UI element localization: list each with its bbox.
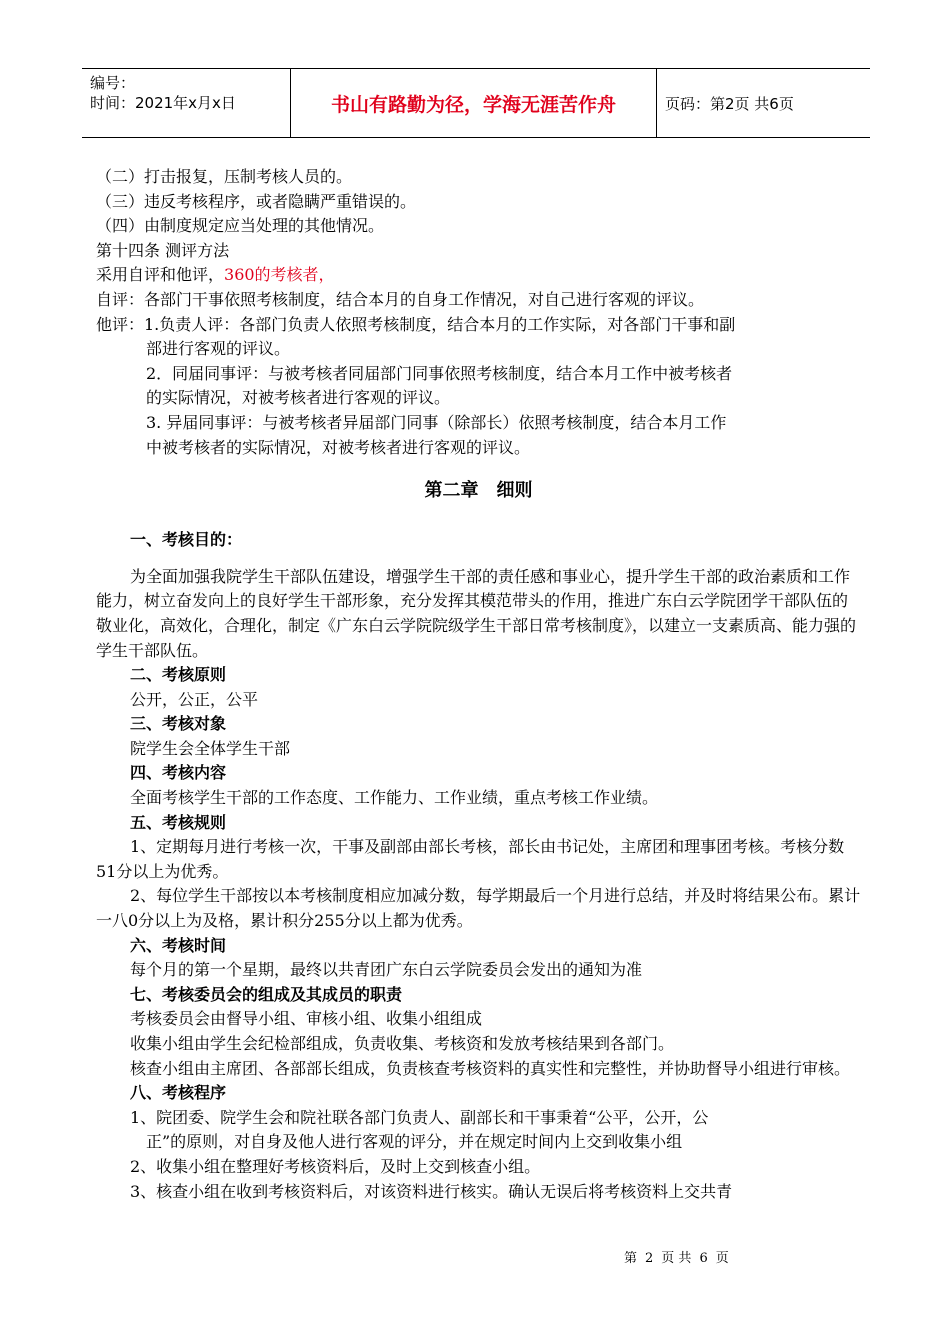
list-item: 1、院团委、院学生会和院社联各部门负责人、副部长和干事秉着“公平，公开，公 (130, 1107, 709, 1127)
text-line: （四）由制度规定应当处理的其他情况。 (96, 216, 385, 236)
paragraph: 1、定期每月进行考核一次，干事及副部由部长考核，部长由书记处，主席团和理事团考核。考核分数51分以上为优秀。 (96, 837, 845, 881)
section-heading: 四、考核内容 (130, 763, 227, 783)
list-item: 2、收集小组在整理好考核资料后，及时上交到核查小组。 (130, 1156, 541, 1176)
highlighted-text: 360的考核者， (224, 265, 335, 285)
page-header (82, 68, 870, 138)
page-footer (620, 1247, 733, 1266)
document-date: 时间：2021年x月x日 (90, 94, 236, 112)
text-line: 的实际情况，对被考核者进行客观的评议。 (146, 388, 451, 408)
article-title: 第十四条 测评方法 (96, 240, 230, 260)
text-line: 2．同届同事评：与被考核者同届部门同事依照考核制度，结合本月工作中被考核者 (146, 363, 733, 383)
paragraph: 全面考核学生干部的工作态度、工作能力、工作业绩，重点考核工作业绩。 (130, 788, 659, 808)
chapter-title: 第二章 细则 (424, 480, 533, 502)
text-line: 中被考核者的实际情况，对被考核者进行客观的评议。 (146, 437, 531, 457)
paragraph: 为全面加强我院学生干部队伍建设，增强学生干部的责任感和事业心，提升学生干部的政治素质和工作能力，树立奋发向上的良好学生干部形象，充分发挥其模范带头的作用，推进广东白云学院团学干部队伍的敬业化，高效化，合理化，制定《广东白云学院院级学生干部日常考核制度》，以建立一支素质高、能力强的学生干部队伍。 (96, 566, 857, 660)
header-motto: 书山有路勤为径，学海无涯苦作舟 (291, 69, 657, 137)
footer-page-number: 2 (645, 1251, 654, 1266)
section-heading: 五、考核规则 (130, 812, 227, 832)
paragraph: 考核委员会由督导小组、审核小组、收集小组组成 (130, 1009, 483, 1029)
section-heading: 三、考核对象 (130, 714, 227, 734)
list-item: 正”的原则，对自身及他人进行客观的评分，并在规定时间内上交到收集小组 (146, 1132, 683, 1152)
paragraph: 收集小组由学生会纪检部组成，负责收集、考核资和发放考核结果到各部门。 (130, 1034, 675, 1053)
section-heading: 一、考核目的： (130, 530, 243, 550)
text-line: （二）打击报复，压制考核人员的。 (96, 167, 353, 186)
section-heading: 七、考核委员会的组成及其成员的职责 (130, 984, 403, 1004)
list-item: 3、核查小组在收到考核资料后，对该资料进行核实。确认无误后将考核资料上交共青 (130, 1181, 733, 1201)
section-heading: 八、考核程序 (130, 1083, 227, 1103)
paragraph: 2、每位学生干部按以本考核制度相应加减分数，每学期最后一个月进行总结，并及时将结果公布。累计一八0分以上为及格，累计积分255分以上都为优秀。 (96, 886, 861, 931)
footer-text: 第 (624, 1251, 638, 1266)
text-line: 他评：1.负责人评：各部门负责人依照考核制度，结合本月的工作实际，对各部门干事和副 (96, 314, 736, 334)
text-line (96, 263, 861, 288)
text-line: 部进行客观的评议。 (146, 339, 291, 359)
header-meta (82, 69, 291, 137)
text-fragment: 采用自评和他评， (96, 265, 225, 285)
paragraph: 每个月的第一个星期，最终以共青团广东白云学院委员会发出的通知为准 (130, 960, 643, 980)
footer-text: 页 共 (661, 1251, 692, 1266)
section-heading: 六、考核时间 (130, 935, 227, 955)
header-page-info: 页码：第2页 共6页 (665, 94, 794, 113)
text-line: 自评：各部门干事依照考核制度，结合本月的自身工作情况，对自己进行客观的评议。 (96, 289, 705, 309)
text-line: 3. 异届同事评：与被考核者异届部门同事（除部长）依照考核制度，结合本月工作 (146, 412, 727, 432)
footer-total-pages: 6 (699, 1251, 708, 1266)
footer-text: 页 (715, 1251, 729, 1266)
document-number-label: 编号： (90, 74, 136, 92)
text-line: （三）违反考核程序，或者隐瞒严重错误的。 (96, 191, 417, 211)
section-heading: 二、考核原则 (130, 665, 227, 685)
paragraph: 院学生会全体学生干部 (130, 738, 291, 758)
document-body (96, 165, 861, 1204)
paragraph: 公开，公正，公平 (130, 689, 259, 709)
paragraph: 核查小组由主席团、各部部长组成，负责核查考核资料的真实性和完整性，并协助督导小组进行审核。 (130, 1058, 851, 1078)
